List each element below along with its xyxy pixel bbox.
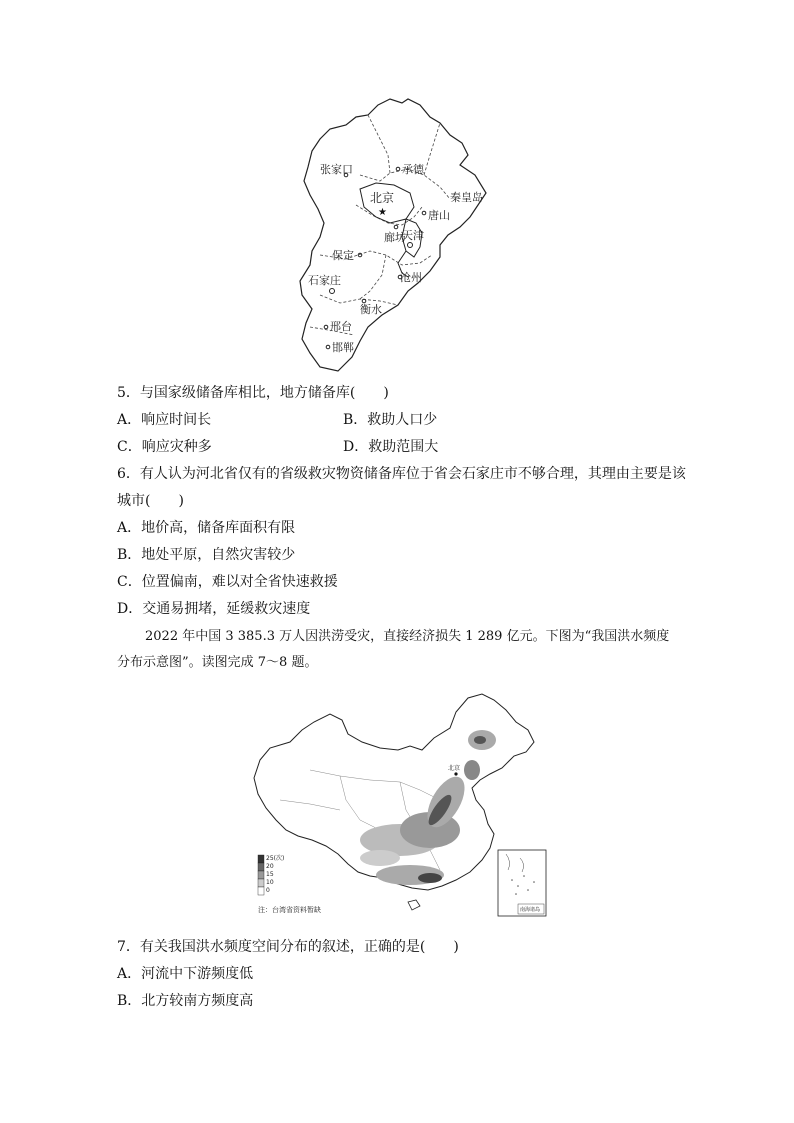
city-tianjin: 天津 xyxy=(402,229,424,242)
city-chengde: 承德 xyxy=(402,163,424,176)
city-baoding: 保定 xyxy=(332,249,354,262)
map-note: 注：台湾省资料暂缺 xyxy=(258,906,321,914)
legend-15: 15 xyxy=(266,871,274,878)
legend-10: 10 xyxy=(266,879,274,886)
city-hengshui: 衡水 xyxy=(360,303,382,316)
q6-option-a: A．地价高，储备库面积有限 xyxy=(117,520,296,536)
q6-option-c: C．位置偏南，难以对全省快速救援 xyxy=(117,574,338,590)
q6-stem-line1: 6．有人认为河北省仅有的省级救灾物资储备库位于省会石家庄市不够合理，其理由主要是该 xyxy=(117,466,686,482)
city-langfang: 廊坊 xyxy=(384,231,406,244)
city-cangzhou: 沧州 xyxy=(400,271,422,284)
q6-option-d: D．交通易拥堵，延缓救灾速度 xyxy=(117,601,311,617)
q5-option-a: A．响应时间长 xyxy=(117,412,212,428)
q5-stem: 5．与国家级储备库相比，地方储备库( ) xyxy=(117,385,389,401)
city-tangshan: 唐山 xyxy=(428,209,450,222)
city-shijiazhuang: 石家庄 xyxy=(308,274,341,287)
q7-option-b: B．北方较南方频度高 xyxy=(117,993,254,1009)
q6-stem-line2: 城市( ) xyxy=(117,493,184,509)
legend-20: 20 xyxy=(266,863,274,870)
legend-title: 25(次) xyxy=(266,855,285,862)
capital-star-icon: ★ xyxy=(378,207,387,218)
city-handan: 邯郸 xyxy=(332,341,354,354)
city-xingtai: 邢台 xyxy=(330,320,352,333)
beijing-label: 北京 xyxy=(448,765,461,772)
passage-line1: 2022 年中国 3 385.3 万人因洪涝受灾，直接经济损失 1 289 亿元。下图为“我国洪水频度 xyxy=(145,629,670,644)
q7-option-a: A．河流中下游频度低 xyxy=(117,966,254,982)
q5-option-d: D．救助范围大 xyxy=(343,439,439,455)
hebei-map xyxy=(290,95,500,375)
q5-option-b: B．救助人口少 xyxy=(343,412,438,428)
q6-option-b: B．地处平原，自然灾害较少 xyxy=(117,547,296,563)
city-zhangjiakou: 张家口 xyxy=(320,163,353,176)
legend-0: 0 xyxy=(266,887,270,894)
passage-line2: 分布示意图”。读图完成 7～8 题。 xyxy=(117,655,318,670)
q5-option-c: C．响应灾种多 xyxy=(117,439,212,455)
city-beijing: 北京 xyxy=(370,191,395,205)
city-qinhuangdao: 秦皇岛 xyxy=(450,191,483,204)
inset-label: 南海诸岛 xyxy=(520,907,541,913)
china-flood-map xyxy=(250,690,555,920)
q7-stem: 7．有关我国洪水频度空间分布的叙述，正确的是( ) xyxy=(117,939,459,955)
